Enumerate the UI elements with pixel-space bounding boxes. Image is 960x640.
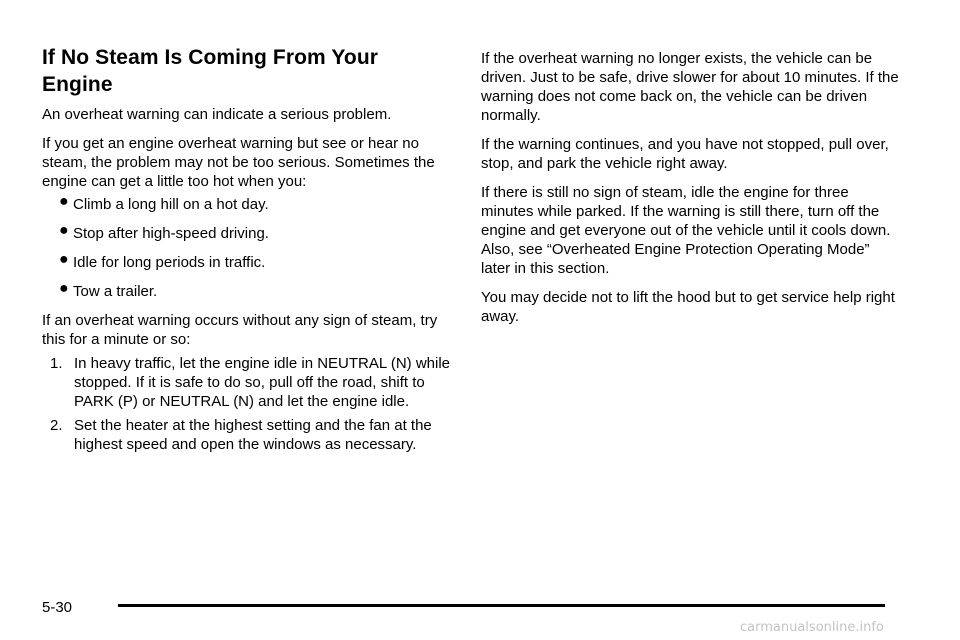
no-steam-paragraph: If there is still no sign of steam, idle the engine for three minutes while parked. If the warning is still there, turn off the engine and get everyone out of the vehicle until it cools down. Also, see “Overheated Engine Protection Operating Mode” later in this section. bbox=[481, 184, 891, 277]
bullet-icon: ● bbox=[59, 222, 69, 239]
left-column bbox=[42, 44, 452, 459]
causes-list bbox=[42, 195, 452, 301]
bullet-icon: ● bbox=[59, 251, 69, 268]
service-paragraph: You may decide not to lift the hood but to get service help right away. bbox=[481, 289, 895, 325]
step-text: In heavy traffic, let the engine idle in NEUTRAL (N) while stopped. If it is safe to do so, pull off the road, shift to PARK (P) or NEUTRAL (N) and let the engine idle. bbox=[74, 355, 451, 410]
procedure-paragraph: If an overheat warning occurs without any sign of steam, try this for a minute or so: bbox=[42, 312, 438, 348]
page-number: 5-30 bbox=[42, 599, 73, 616]
intro-paragraph: An overheat warning can indicate a serious problem. bbox=[42, 106, 392, 123]
footer-divider bbox=[118, 604, 885, 607]
bullet-icon: ● bbox=[59, 193, 69, 210]
causes-paragraph: If you get an engine overheat warning but see or hear no steam, the problem may not be too serious. Sometimes the engine can get a little too hot when you: bbox=[42, 135, 435, 190]
warning-continues-paragraph: If the warning continues, and you have not stopped, pull over, stop, and park the vehicle right away. bbox=[481, 136, 889, 172]
watermark: carmanualsonline.info bbox=[740, 620, 884, 635]
list-item: ● Stop after high-speed driving. bbox=[59, 222, 269, 242]
list-item: ● Idle for long periods in traffic. bbox=[59, 251, 266, 271]
step-number: 2. bbox=[50, 417, 63, 434]
bullet-icon: ● bbox=[59, 280, 69, 297]
warning-cleared-paragraph: If the overheat warning no longer exists, the vehicle can be driven. Just to be safe, drive slower for about 10 minutes. If the warning does not come back on, the vehicle can be driven normally. bbox=[481, 50, 899, 124]
right-column bbox=[481, 49, 901, 336]
step-number: 1. bbox=[50, 355, 63, 372]
step-text: Set the heater at the highest setting and the fan at the highest speed and open the windows as necessary. bbox=[74, 417, 432, 453]
section-heading: If No Steam Is Coming From Your Engine bbox=[42, 46, 379, 96]
step-item bbox=[42, 354, 452, 411]
procedure-steps bbox=[42, 354, 452, 454]
list-item: ● Tow a trailer. bbox=[59, 280, 158, 300]
list-item: ● Climb a long hill on a hot day. bbox=[59, 193, 269, 213]
step-item bbox=[42, 416, 452, 454]
